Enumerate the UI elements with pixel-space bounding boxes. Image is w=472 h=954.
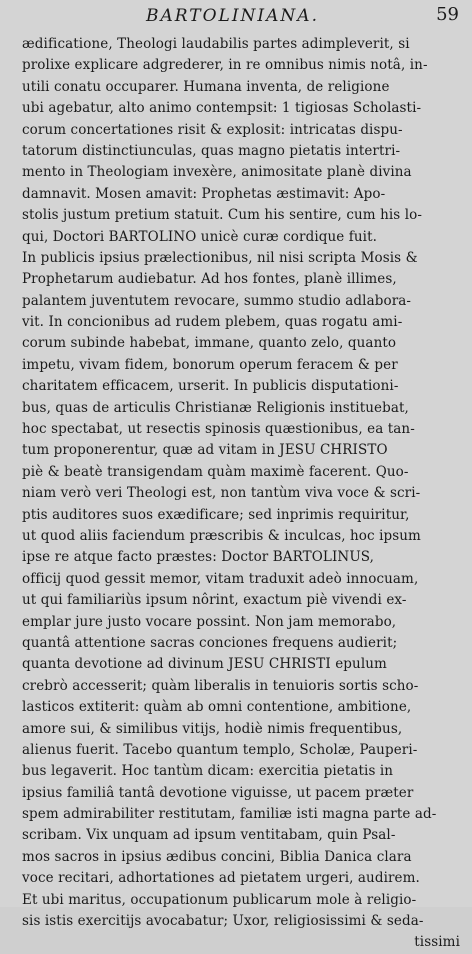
text-line: crebrò accesserit; quàm liberalis in tenuioris sortis scho- — [22, 677, 419, 694]
text-line: lasticos extiterit: quàm ab omni contentione, ambitione, — [22, 699, 412, 716]
text-line: prolixe explicare adgrederer, in re omnibus nimis notâ, in- — [22, 57, 428, 74]
text-line: impetu, vivam fidem, bonorum operum feracem & per — [22, 356, 398, 373]
text-line: charitatem efficacem, urserit. In publicis disputationi- — [22, 378, 399, 395]
text-line: Prophetarum audiebatur. Ad hos fontes, planè illimes, — [22, 271, 397, 288]
text-line: scribam. Vix unquam ad ipsum ventitabam, quin Psal- — [22, 827, 396, 844]
text-line: damnavit. Mosen amavit: Prophetas æstimavit: Apo- — [22, 185, 386, 202]
text-line: Et ubi maritus, occupationum publicarum mole à religio- — [22, 891, 417, 908]
text-line: emplar jure justo vocare possint. Non jam memorabo, — [22, 613, 397, 630]
text-line: corum subinde habebat, immane, quanto zelo, quanto — [22, 335, 397, 352]
text-line: piè & beatè transigendam quàm maximè facerent. Quo- — [22, 463, 409, 480]
text-line: ut qui familiariùs ipsum nôrint, exactum piè vivendi ex- — [22, 592, 407, 609]
running-head — [0, 2, 472, 34]
text-line: tum proponerentur, quæ ad vitam in JESU CHRISTO — [22, 442, 388, 459]
text-line: bus, quas de articulis Christianæ Religionis instituebat, — [22, 399, 409, 416]
text-line: tatorum distinctiunculas, quas magno pietatis intertri- — [22, 142, 401, 159]
text-line: ipsius familiâ tantâ devotione viguisse, ut pacem præter — [22, 784, 414, 801]
text-line: ptis auditores suos exædificare; sed inprimis requiritur, — [22, 506, 410, 523]
text-line: voce recitari, adhortationes ad pietatem urgeri, audirem. — [22, 870, 420, 887]
text-line: bus legaverit. Hoc tantùm dicam: exercitia pietatis in — [22, 763, 394, 780]
text-line: officij quod gessit memor, vitam traduxit adeò innocuam, — [22, 570, 419, 587]
body-text — [22, 34, 462, 954]
text-line: palantem juventutem revocare, summo studio adlabora- — [22, 292, 412, 309]
catchword: tissimi — [414, 934, 460, 951]
text-line: ipse re atque facto præstes: Doctor BARTOLINUS, — [22, 549, 375, 566]
text-line: utili conatu occuparer. Humana inventa, de religione — [22, 78, 390, 95]
text-line: vit. In concionibus ad rudem plebem, quas rogatu ami- — [22, 314, 403, 331]
text-line: qui, Doctori BARTOLINO unicè curæ cordique fuit. — [22, 228, 377, 245]
text-line: quantâ attentione sacras conciones frequens audierit; — [22, 634, 398, 651]
text-line: amore sui, & similibus vitijs, hodiè nimis frequentibus, — [22, 720, 403, 737]
text-line: stolis justum pretium statuit. Cum his sentire, cum his lo- — [22, 207, 423, 224]
text-line: sis istis exercitijs avocabatur; Uxor, religiosissimi & seda- — [22, 913, 424, 930]
text-line: ut quod aliis faciendum præscribis & inculcas, hoc ipsum — [22, 527, 421, 544]
text-line: ædificatione, Theologi laudabilis partes adimpleverit, si — [22, 36, 410, 52]
text-line: mos sacros in ipsius ædibus concini, Biblia Danica clara — [22, 848, 412, 865]
text-line: niam verò veri Theologi est, non tantùm viva voce & scri- — [22, 485, 421, 502]
text-line: mento in Theologiam invexère, animositate planè divina — [22, 164, 412, 181]
text-line: corum concertationes risit & explosit: intricatas dispu- — [22, 121, 403, 138]
text-line: spem admirabiliter restitutam, familiæ isti magna parte ad- — [22, 806, 437, 823]
text-line: In publicis ipsius prælectionibus, nil nisi scripta Mosis & — [22, 249, 418, 266]
text-line: hoc spectabat, ut resectis spinosis quæstionibus, ea tan- — [22, 421, 415, 438]
text-line: alienus fuerit. Tacebo quantum templo, Scholæ, Pauperi- — [22, 741, 418, 758]
text-line: quanta devotione ad divinum JESU CHRISTI epulum — [22, 656, 387, 673]
page-number: 59 — [436, 4, 459, 25]
running-title: BARTOLINIANA. — [146, 6, 319, 26]
text-line: ubi agebatur, alto animo contempsit: 1 tigiosas Scholasti- — [22, 100, 422, 117]
